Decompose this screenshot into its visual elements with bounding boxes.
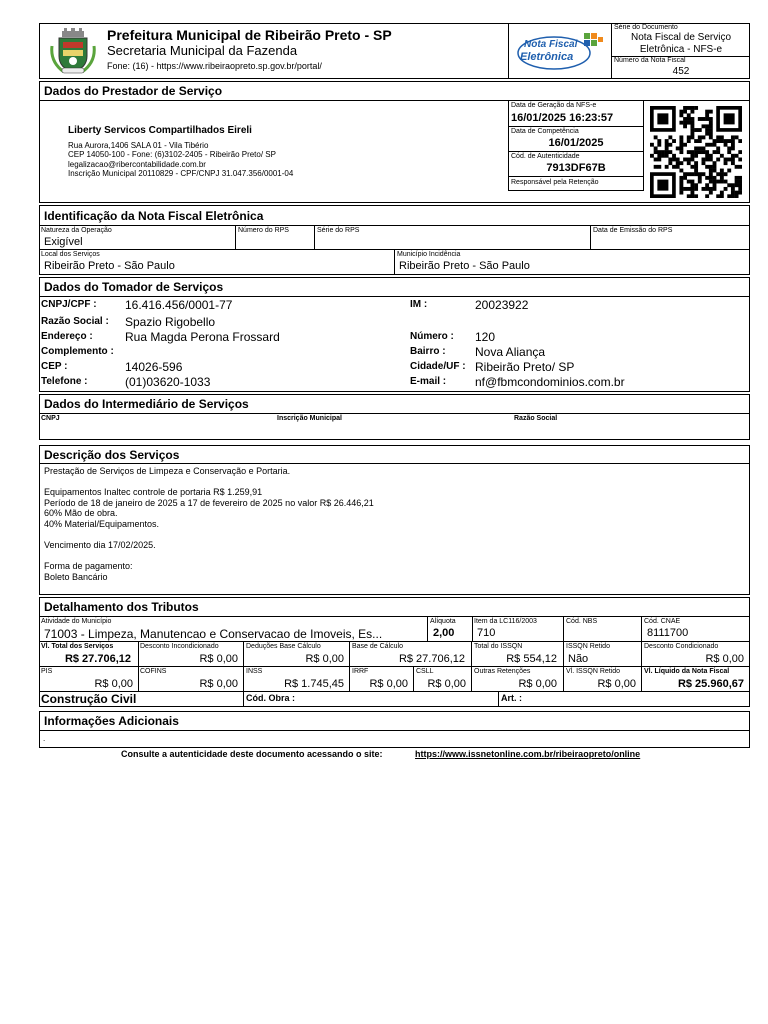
- tomador-email-value[interactable]: nf@fbmcondominios.com.br: [475, 375, 625, 389]
- intermediario-razao-label: Razão Social: [514, 415, 558, 422]
- desc-incond-label: Desconto Incondicionado: [140, 643, 219, 650]
- tributos-r2-v3: [349, 641, 350, 666]
- tributos-r3-v7: [641, 666, 642, 691]
- info-value: .: [43, 734, 46, 743]
- descricao-line: Boleto Bancário: [44, 572, 108, 582]
- tomador-complemento-label: Complemento :: [41, 346, 114, 357]
- cofins-label: COFINS: [140, 668, 167, 675]
- natureza-value: Exigível: [44, 236, 83, 248]
- identificacao-v-1: [235, 225, 236, 249]
- pis-value: R$ 0,00: [94, 678, 133, 690]
- header-phone: Fone: (16) - https://www.ribeiraopreto.sp.gov.br/portal/: [107, 61, 322, 71]
- tomador-numero-label: Número :: [410, 331, 454, 342]
- descricao-line: Prestação de Serviços de Limpeza e Conservação e Portaria.: [44, 466, 291, 476]
- vl-total-value: R$ 27.706,12: [64, 653, 131, 665]
- tributos-r3-v2: [243, 666, 244, 691]
- qr-code-icon: [650, 106, 742, 198]
- tributos-r1-v4: [641, 616, 642, 641]
- logo-line-2: Eletrônica: [520, 51, 574, 63]
- tributos-title-line: [39, 616, 750, 617]
- tributos-r2-v4: [471, 641, 472, 666]
- aliquota-value: 2,00: [433, 627, 455, 639]
- vl-liquido-value: R$ 25.960,67: [677, 678, 744, 690]
- tributos-row-line-1: [39, 641, 750, 642]
- descricao-line: Período de 18 de janeiro de 2025 a 17 de fevereiro de 2025 no valor R$ 26.446,21: [44, 497, 374, 508]
- issqn-retido-value: Não: [568, 653, 589, 665]
- cnae-label: Cód. CNAE: [644, 618, 681, 625]
- data-competencia-value: 16/01/2025: [548, 137, 604, 149]
- descricao-line: Equipamentos Inaltec controle de portaria R$ 1.259,91: [44, 487, 263, 498]
- tomador-cidade-value: Ribeirão Preto/ SP: [475, 360, 575, 374]
- tomador-razao-label: Razão Social :: [41, 316, 109, 327]
- vl-total-label: Vl. Total dos Serviços: [41, 643, 114, 650]
- serie-label: Série do Documento: [614, 24, 678, 31]
- item-lc-value: 710: [477, 627, 496, 639]
- tomador-cep-label: CEP :: [41, 361, 68, 372]
- intermediario-title-line: [39, 413, 750, 414]
- art-label: Art. :: [501, 693, 522, 703]
- atividade-value: 71003 - Limpeza, Manutencao e Conservacao de Imoveis, Es...: [44, 627, 383, 641]
- intermediario-cnpj-label: CNPJ: [41, 415, 60, 422]
- prestador-divider-h1: [508, 126, 644, 127]
- prestador-divider-bottom: [508, 190, 644, 191]
- data-competencia-label: Data de Competência: [511, 128, 579, 135]
- tomador-email-label: E-mail :: [410, 376, 447, 387]
- outras-retencoes-value: R$ 0,00: [518, 678, 557, 690]
- descricao-line: Vencimento dia 17/02/2025.: [44, 540, 156, 551]
- tributos-r1-v3: [563, 616, 564, 641]
- cnae-value: 8111700: [647, 627, 689, 639]
- prestador-section-title: Dados do Prestador de Serviço: [44, 84, 223, 98]
- tributos-r3-v3: [349, 666, 350, 691]
- csll-value: R$ 0,00: [427, 678, 466, 690]
- item-lc-label: Item da LC116/2003: [474, 618, 537, 625]
- tomador-cnpj-label: CNPJ/CPF :: [41, 299, 97, 310]
- intermediario-inscricao-label: Inscrição Municipal: [277, 415, 342, 422]
- descricao-line: 40% Material/Equipamentos.: [44, 519, 160, 529]
- desc-cond-value: R$ 0,00: [705, 653, 744, 665]
- descricao-text: [44, 467, 744, 592]
- identificacao-v-2: [314, 225, 315, 249]
- tomador-im-label: IM :: [410, 299, 428, 310]
- vl-issqn-retido-label: Vl. ISSQN Retido: [566, 668, 621, 675]
- prestador-email: legalizacao@ribercontabilidade.com.br: [68, 160, 206, 169]
- prestador-divider-h2: [508, 151, 644, 152]
- tomador-telefone-value: (01)03620-1033: [125, 375, 211, 389]
- nbs-label: Cód. NBS: [566, 618, 598, 625]
- tributos-r3-v1: [138, 666, 139, 691]
- local-servicos-value: Ribeirão Preto - São Paulo: [44, 260, 175, 272]
- numero-nota-value: 452: [672, 66, 690, 77]
- logo-line-1: Nota Fiscal: [524, 39, 578, 50]
- descricao-line: 60% Mão de obra.: [44, 508, 118, 519]
- tributos-r1-v2: [472, 616, 473, 641]
- outras-retencoes-label: Outras Retenções: [474, 668, 531, 675]
- prestador-divider-h3: [508, 176, 644, 177]
- vl-liquido-label: Vl. Líquido da Nota Fiscal: [644, 668, 730, 675]
- tributos-row-line-3: [39, 691, 750, 692]
- prestador-cep-phone: CEP 14050-100 - Fone: (6)3102-2405 - Ribeirão Preto/ SP: [68, 150, 276, 159]
- tributos-r2-v2: [243, 641, 244, 666]
- serie-value-1: Nota Fiscal de Serviço: [630, 32, 732, 43]
- local-servicos-label: Local dos Serviços: [41, 251, 100, 258]
- numero-nota-label: Número da Nota Fiscal: [614, 57, 686, 64]
- footer-link[interactable]: https://www.issnetonline.com.br/ribeiraopreto/online: [415, 749, 641, 759]
- pis-label: PIS: [41, 668, 53, 675]
- info-section-title: Informações Adicionais: [44, 714, 179, 728]
- tomador-im-value: 20023922: [475, 298, 529, 312]
- tomador-bairro-label: Bairro :: [410, 346, 446, 357]
- footer-text: Consulte a autenticidade deste documento acessando o site:: [121, 749, 383, 759]
- irrf-label: IRRF: [352, 668, 369, 675]
- total-issqn-label: Total do ISSQN: [474, 643, 523, 650]
- descricao-title-line: [39, 463, 750, 464]
- atividade-label: Atividade do Município: [41, 618, 112, 625]
- deducoes-label: Deduções Base Cálculo: [246, 643, 321, 650]
- identificacao-v-4: [394, 249, 395, 275]
- tributos-r1-v1: [427, 616, 428, 641]
- identificacao-v-3: [590, 225, 591, 249]
- deducoes-value: R$ 0,00: [305, 653, 344, 665]
- tomador-cnpj-value: 16.416.456/0001-77: [125, 298, 233, 312]
- tomador-endereco-label: Endereço :: [41, 331, 93, 342]
- tomador-cep-value: 14026-596: [125, 360, 183, 374]
- header-subtitle: Secretaria Municipal da Fazenda: [107, 43, 298, 58]
- prestador-address: Rua Aurora,1406 SALA 01 - Vila Tibério: [68, 141, 209, 150]
- header-divider-1: [508, 23, 509, 79]
- tomador-title-line: [39, 296, 750, 297]
- info-title-line: [39, 730, 750, 731]
- desc-incond-value: R$ 0,00: [199, 653, 238, 665]
- descricao-line: Forma de pagamento:: [44, 561, 133, 572]
- tomador-section-title: Dados do Tomador de Serviços: [44, 280, 224, 294]
- municipio-incidencia-value: Ribeirão Preto - São Paulo: [399, 260, 530, 272]
- prestador-inscricao: Inscrição Municipal 20110829 - CPF/CNPJ 31.047.356/0001-04: [68, 169, 294, 178]
- tributos-row-line-2: [39, 666, 750, 667]
- nota-fiscal-eletronica-logo: [514, 27, 606, 73]
- tomador-bairro-value: Nova Aliança: [475, 345, 546, 359]
- descricao-section-title: Descrição dos Serviços: [44, 448, 180, 462]
- tomador-razao-value: Spazio Rigobello: [125, 315, 216, 329]
- header-title: Prefeitura Municipal de Ribeirão Preto - SP: [107, 27, 392, 43]
- cofins-value: R$ 0,00: [199, 678, 238, 690]
- total-issqn-value: R$ 554,12: [506, 653, 557, 665]
- irrf-value: R$ 0,00: [369, 678, 408, 690]
- base-calculo-label: Base de Cálculo: [352, 643, 403, 650]
- tributos-r3-v6: [563, 666, 564, 691]
- inss-label: INSS: [246, 668, 263, 675]
- tomador-numero-value: 120: [475, 330, 496, 344]
- desc-cond-label: Desconto Condicionado: [644, 643, 719, 650]
- tributos-r2-v6: [641, 641, 642, 666]
- city-crest-logo: [50, 28, 96, 74]
- numero-rps-label: Número do RPS: [238, 227, 289, 234]
- identificacao-line-1: [39, 225, 750, 226]
- natureza-label: Natureza da Operação: [41, 227, 112, 234]
- tributos-r3-v5: [471, 666, 472, 691]
- tributos-r4-v2: [498, 691, 499, 707]
- prestador-name: Liberty Servicos Compartilhados Eireli: [68, 125, 252, 136]
- construcao-civil-label: Construção Civil: [41, 692, 137, 706]
- data-geracao-label: Data de Geração da NFS-e: [511, 102, 597, 109]
- tomador-telefone-label: Telefone :: [41, 376, 88, 387]
- data-geracao-value: 16/01/2025 16:23:57: [511, 112, 614, 124]
- tomador-endereco-value: Rua Magda Perona Frossard: [125, 330, 280, 344]
- tomador-cidade-label: Cidade/UF :: [410, 361, 466, 372]
- tributos-section-title: Detalhamento dos Tributos: [44, 600, 199, 614]
- responsavel-retencao-label: Responsável pela Retenção: [511, 179, 599, 186]
- data-emissao-rps-label: Data de Emissão do RPS: [593, 227, 673, 234]
- csll-label: CSLL: [416, 668, 434, 675]
- cod-obra-label: Cód. Obra :: [246, 693, 295, 703]
- municipio-incidencia-label: Município Incidência: [397, 251, 461, 258]
- inss-value: R$ 1.745,45: [284, 678, 344, 690]
- issqn-retido-label: ISSQN Retido: [566, 643, 610, 650]
- serie-value-2: Eletrônica - NFS-e: [639, 44, 723, 55]
- cod-autenticidade-value: 7913DF67B: [546, 162, 606, 174]
- tributos-r3-v4: [413, 666, 414, 691]
- aliquota-label: Alíquota: [430, 618, 456, 625]
- serie-rps-label: Série do RPS: [317, 227, 360, 234]
- tributos-r4-v1: [243, 691, 244, 707]
- intermediario-section-title: Dados do Intermediário de Serviços: [44, 397, 249, 411]
- identificacao-section-title: Identificação da Nota Fiscal Eletrônica: [44, 209, 264, 223]
- vl-issqn-retido-value: R$ 0,00: [597, 678, 636, 690]
- tributos-r2-v5: [563, 641, 564, 666]
- base-calculo-value: R$ 27.706,12: [398, 653, 465, 665]
- cod-autenticidade-label: Cód. de Autenticidade: [511, 153, 580, 160]
- tributos-r2-v1: [138, 641, 139, 666]
